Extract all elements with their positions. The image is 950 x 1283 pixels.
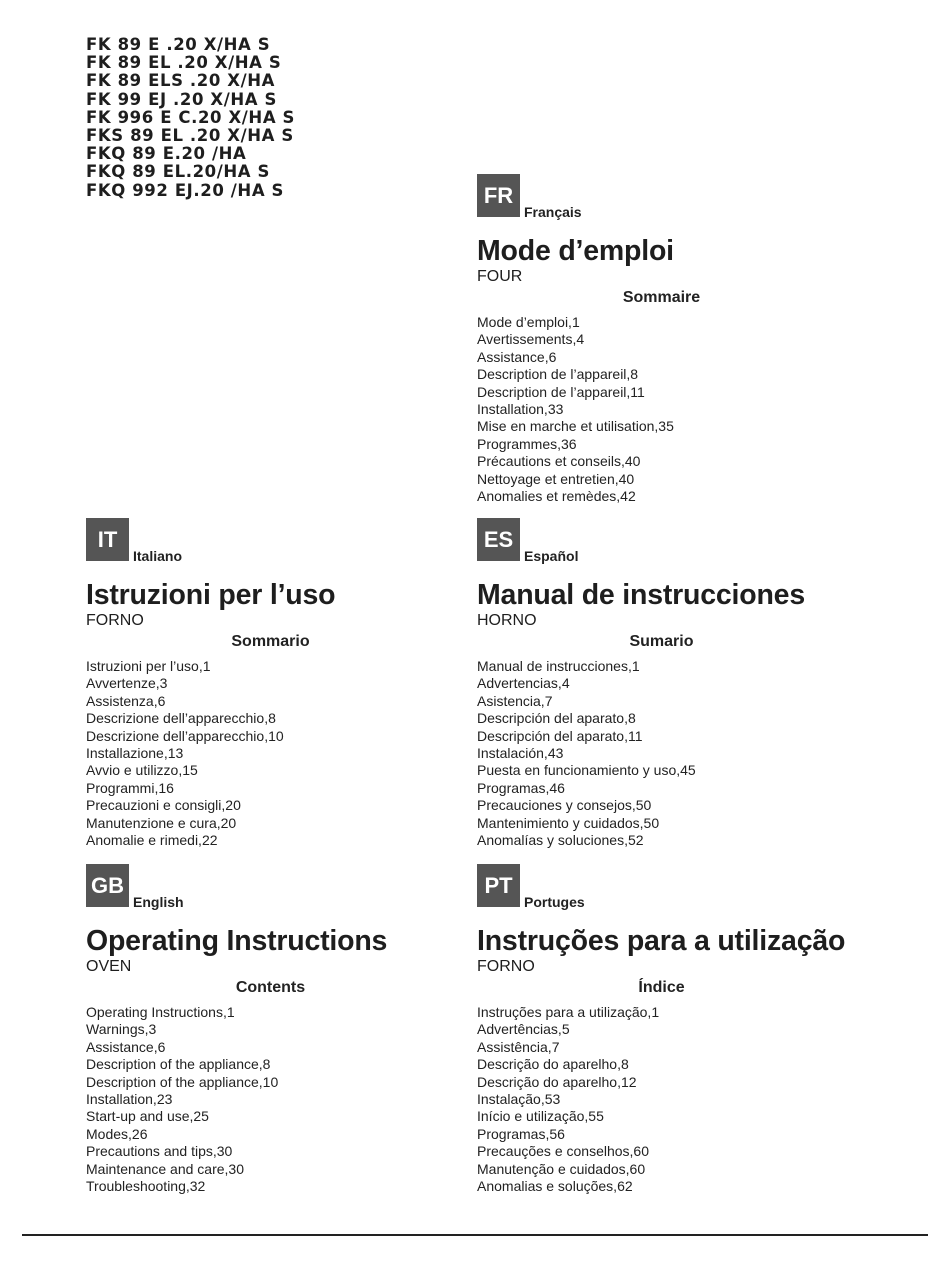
toc-item: Advertências,5 (477, 1021, 570, 1038)
language-code-badge: IT (86, 518, 129, 561)
language-header (477, 864, 877, 908)
toc-item: Programas,56 (477, 1125, 565, 1142)
table-of-contents (477, 314, 877, 505)
section-it (86, 518, 486, 849)
toc-item: Précautions et conseils,40 (477, 453, 641, 470)
language-header (86, 518, 486, 562)
appliance-name: FOUR (477, 268, 523, 285)
manual-title: Operating Instructions (86, 925, 388, 957)
toc-item: Anomalias e soluções,62 (477, 1178, 633, 1195)
model-code: FK 89 ELS .20 X/HA (86, 71, 276, 91)
language-header (477, 174, 877, 218)
toc-item: Programmes,36 (477, 435, 577, 452)
section-fr (477, 174, 877, 505)
contents-heading: Sumario (629, 633, 694, 650)
language-header (477, 518, 877, 562)
toc-item: Installation,23 (86, 1091, 173, 1108)
language-code-badge: GB (86, 864, 129, 907)
model-code: FK 996 E C.20 X/HA S (86, 107, 296, 127)
contents-heading: Contents (235, 979, 306, 996)
manual-title: Manual de instrucciones (477, 579, 805, 611)
toc-item: Descripción del aparato,8 (477, 710, 636, 727)
toc-item: Manual de instrucciones,1 (477, 658, 640, 674)
contents-heading: Índice (638, 979, 685, 996)
model-code: FK 89 E .20 X/HA S (86, 35, 271, 54)
toc-item: Descrição do aparelho,8 (477, 1056, 629, 1073)
toc-item: Assistência,7 (477, 1038, 560, 1055)
appliance-name: HORNO (477, 612, 537, 629)
model-code: FK 99 EJ .20 X/HA S (86, 89, 277, 109)
toc-item: Operating Instructions,1 (86, 1004, 235, 1020)
toc-item: Modes,26 (86, 1125, 148, 1142)
model-code: FKQ 992 EJ.20 /HA S (86, 180, 285, 200)
manual-title: Istruzioni per l’uso (86, 579, 336, 611)
manual-title: Instruções para a utilização (477, 925, 846, 957)
toc-item: Anomalías y soluciones,52 (477, 832, 644, 849)
toc-item: Puesta en funcionamiento y uso,45 (477, 762, 696, 779)
contents-heading: Sommario (231, 633, 310, 650)
toc-item: Avertissements,4 (477, 331, 585, 348)
toc-item: Asistencia,7 (477, 692, 553, 709)
model-code: FKS 89 EL .20 X/HA S (86, 126, 294, 146)
toc-item: Avvertenze,3 (86, 675, 168, 692)
table-of-contents (86, 1004, 486, 1195)
toc-item: Warnings,3 (86, 1021, 157, 1038)
toc-item: Installation,33 (477, 401, 564, 418)
toc-item: Instalación,43 (477, 745, 564, 762)
toc-item: Advertencias,4 (477, 675, 570, 692)
language-name: Italiano (133, 548, 183, 564)
toc-item: Precautions and tips,30 (86, 1143, 233, 1160)
language-code-badge: ES (477, 518, 520, 561)
toc-item: Description de l’appareil,11 (477, 383, 645, 400)
language-header (86, 864, 486, 908)
language-name: English (133, 894, 184, 910)
toc-item: Descripción del aparato,11 (477, 727, 643, 744)
toc-item: Programmi,16 (86, 779, 174, 796)
contents-heading: Sommaire (622, 289, 701, 306)
toc-item: Instruções para a utilização,1 (477, 1004, 660, 1020)
footer-divider (22, 1234, 928, 1236)
toc-item: Anomalies et remèdes,42 (477, 488, 636, 505)
toc-item: Assistenza,6 (86, 692, 166, 709)
toc-item: Description of the appliance,8 (86, 1056, 271, 1073)
section-pt (477, 864, 877, 1195)
toc-item: Nettoyage et entretien,40 (477, 470, 635, 487)
language-code-badge: FR (477, 174, 520, 217)
toc-item: Start-up and use,25 (86, 1108, 209, 1125)
toc-item: Início e utilização,55 (477, 1108, 604, 1125)
toc-item: Descrizione dell’apparecchio,8 (86, 710, 276, 727)
toc-item: Manutenzione e cura,20 (86, 814, 237, 831)
table-of-contents (477, 1004, 877, 1195)
language-name: Portuges (524, 894, 585, 910)
appliance-name: OVEN (86, 958, 132, 975)
toc-item: Mode d’emploi,1 (477, 314, 580, 330)
toc-item: Avvio e utilizzo,15 (86, 762, 198, 779)
table-of-contents (86, 658, 486, 849)
toc-item: Assistance,6 (477, 348, 557, 365)
toc-item: Precauzioni e consigli,20 (86, 797, 241, 814)
toc-item: Troubleshooting,32 (86, 1178, 206, 1195)
section-gb (86, 864, 486, 1195)
model-code: FK 89 EL .20 X/HA S (86, 53, 282, 73)
section-es (477, 518, 877, 849)
toc-item: Instalação,53 (477, 1091, 561, 1108)
toc-item: Installazione,13 (86, 745, 184, 762)
appliance-name: FORNO (477, 958, 535, 975)
language-name: Français (524, 204, 582, 220)
manual-title: Mode d’emploi (477, 235, 674, 267)
table-of-contents (477, 658, 877, 849)
toc-item: Description of the appliance,10 (86, 1073, 279, 1090)
model-code: FKQ 89 E.20 /HA (86, 144, 247, 164)
appliance-name: FORNO (86, 612, 144, 629)
model-list (86, 36, 295, 200)
model-code: FKQ 89 EL.20/HA S (86, 162, 270, 182)
language-name: Español (524, 548, 579, 564)
toc-item: Manutenção e cuidados,60 (477, 1160, 646, 1177)
toc-item: Precauções e conselhos,60 (477, 1143, 649, 1160)
toc-item: Anomalie e rimedi,22 (86, 832, 218, 849)
toc-item: Assistance,6 (86, 1038, 166, 1055)
toc-item: Maintenance and care,30 (86, 1160, 244, 1177)
toc-item: Mise en marche et utilisation,35 (477, 418, 674, 435)
toc-item: Description de l’appareil,8 (477, 366, 639, 383)
toc-item: Descrição do aparelho,12 (477, 1073, 637, 1090)
language-code-badge: PT (477, 864, 520, 907)
toc-item: Programas,46 (477, 779, 565, 796)
toc-item: Precauciones y consejos,50 (477, 797, 652, 814)
toc-item: Descrizione dell’apparecchio,10 (86, 727, 284, 744)
toc-item: Istruzioni per l’uso,1 (86, 658, 211, 674)
toc-item: Mantenimiento y cuidados,50 (477, 814, 660, 831)
